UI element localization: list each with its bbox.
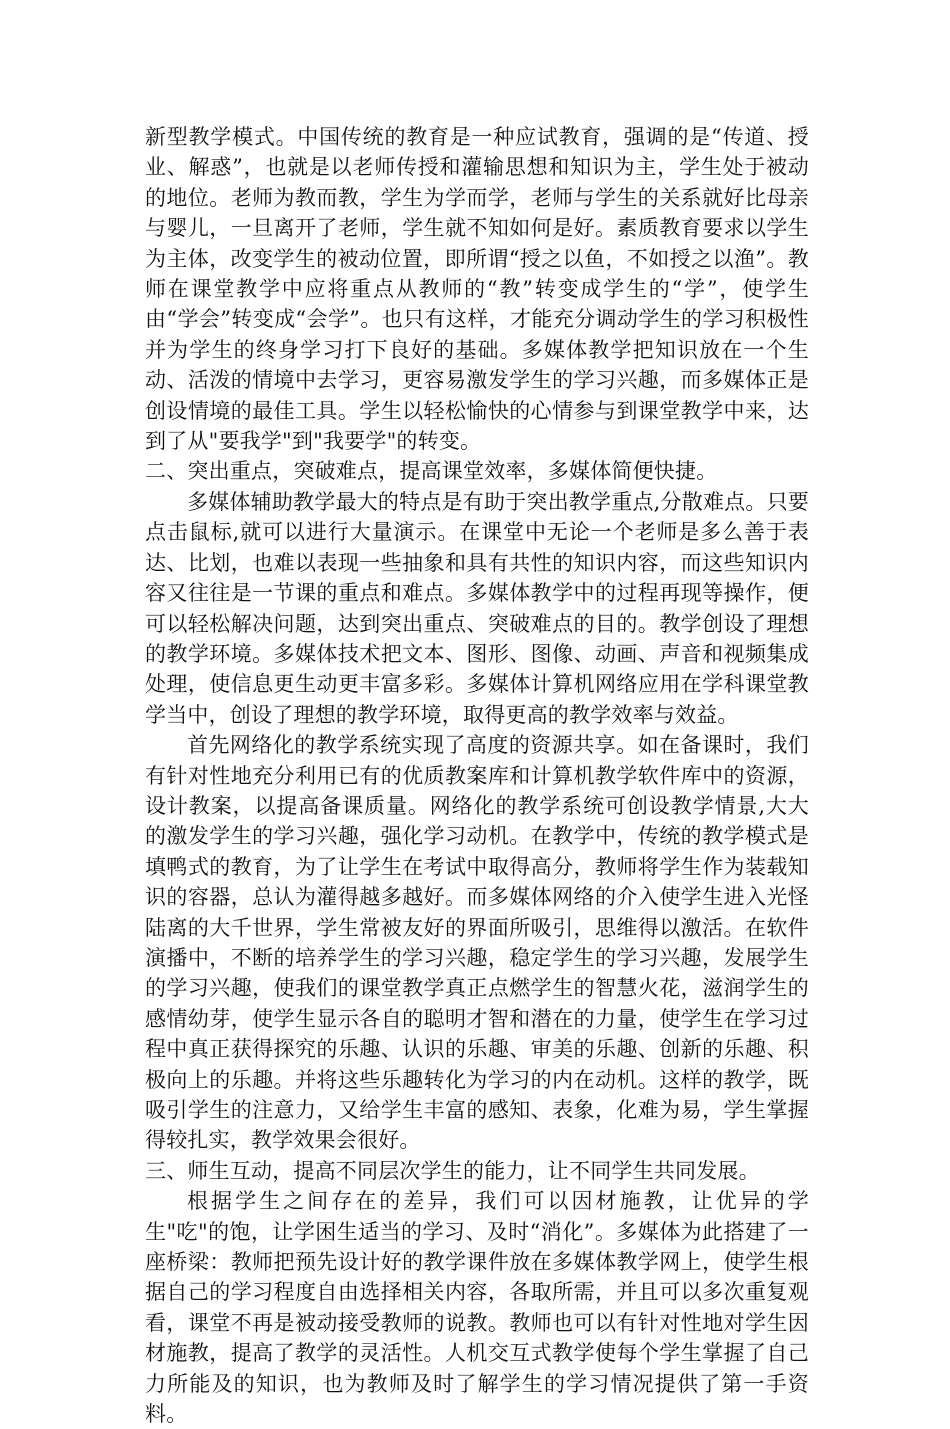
paragraph-student-differences: 根据学生之间存在的差异，我们可以因材施教，让优异的学生"吃"的饱，让学困生适当的学习、及时“消化”。多媒体为此搭建了一座桥梁：教师把预先设计好的教学课件放在多媒体教学网上，使学生根据自己的学习程度自由选择相关内容，各取所需，并且可以多次重复观看，课堂不再是被动接受教师的说教。教师也可以有针对性地对学生因材施教，提高了教学的灵活性。人机交互式教学使每个学生掌握了自己力所能及的知识，也为教师及时了解学生的学习情况提供了第一手资料。 bbox=[145, 1189, 809, 1427]
section-heading-2: 二、突出重点，突破难点，提高课堂效率，多媒体简便快捷。 bbox=[145, 459, 718, 484]
section-heading-3: 三、师生互动，提高不同层次学生的能力，让不同学生共同发展。 bbox=[145, 1158, 760, 1183]
paragraph-network-teaching: 首先网络化的教学系统实现了高度的资源共享。如在备课时，我们有针对性地充分利用已有的优质教案库和计算机教学软件库中的资源，设计教案，以提高备课质量。网络化的教学系统可创设教学情景,大大的激发学生的学习兴趣，强化学习动机。在教学中，传统的教学模式是填鸭式的教育，为了让学生在考试中取得高分，教师将学生作为装载知识的容器，总认为灌得越多越好。而多媒体网络的介入使学生进入光怪陆离的大千世界，学生常被友好的界面所吸引，思维得以激活。在软件演播中，不断的培养学生的学习兴趣，稳定学生的学习兴趣，发展学生的学习兴趣，使我们的课堂教学真正点燃学生的智慧火花，滋润学生的感情幼芽，使学生显示各自的聪明才智和潜在的力量，使学生在学习过程中真正获得探究的乐趣、认识的乐趣、审美的乐趣、创新的乐趣、积极向上的乐趣。并将这些乐趣转化为学习的内在动机。这样的教学，既吸引学生的注意力，又给学生丰富的感知、表象，化难为易，学生掌握得较扎实，教学效果会很好。 bbox=[145, 733, 809, 1153]
paragraph-continued: 新型教学模式。中国传统的教育是一种应试教育，强调的是“传道、授业、解惑”，也就是以老师传授和灌输思想和知识为主，学生处于被动的地位。老师为教而教，学生为学而学，老师与学生的关系就好比母亲与婴儿，一旦离开了老师，学生就不知如何是好。素质教育要求以学生为主体，改变学生的被动位置，即所谓“授之以鱼，不如授之以渔”。教师在课堂教学中应将重点从教师的“教”转变成学生的“学”，使学生由“学会”转变成“会学”。也只有这样，才能充分调动学生的学习积极性并为学生的终身学习打下良好的基础。多媒体教学把知识放在一个生动、活泼的情境中去学习，更容易激发学生的学习兴趣，而多媒体正是创设情境的最佳工具。学生以轻松愉快的心情参与到课堂教学中来，达到了从"要我学"到"我要学"的转变。 bbox=[145, 125, 809, 454]
document-page bbox=[145, 122, 809, 1429]
paragraph-multimedia-features: 多媒体辅助教学最大的特点是有助于突出教学重点,分散难点。只要点击鼠标,就可以进行大量演示。在课堂中无论一个老师是多么善于表达、比划，也难以表现一些抽象和具有共性的知识内容，而这些知识内容又往往是一节课的重点和难点。多媒体教学中的过程再现等操作，便可以轻松解决问题，达到突出重点、突破难点的目的。教学创设了理想的教学环境。多媒体技术把文本、图形、图像、动画、声音和视频集成处理，使信息更生动更丰富多彩。多媒体计算机网络应用在学科课堂教学当中，创设了理想的教学环境，取得更高的教学效率与效益。 bbox=[145, 489, 809, 727]
